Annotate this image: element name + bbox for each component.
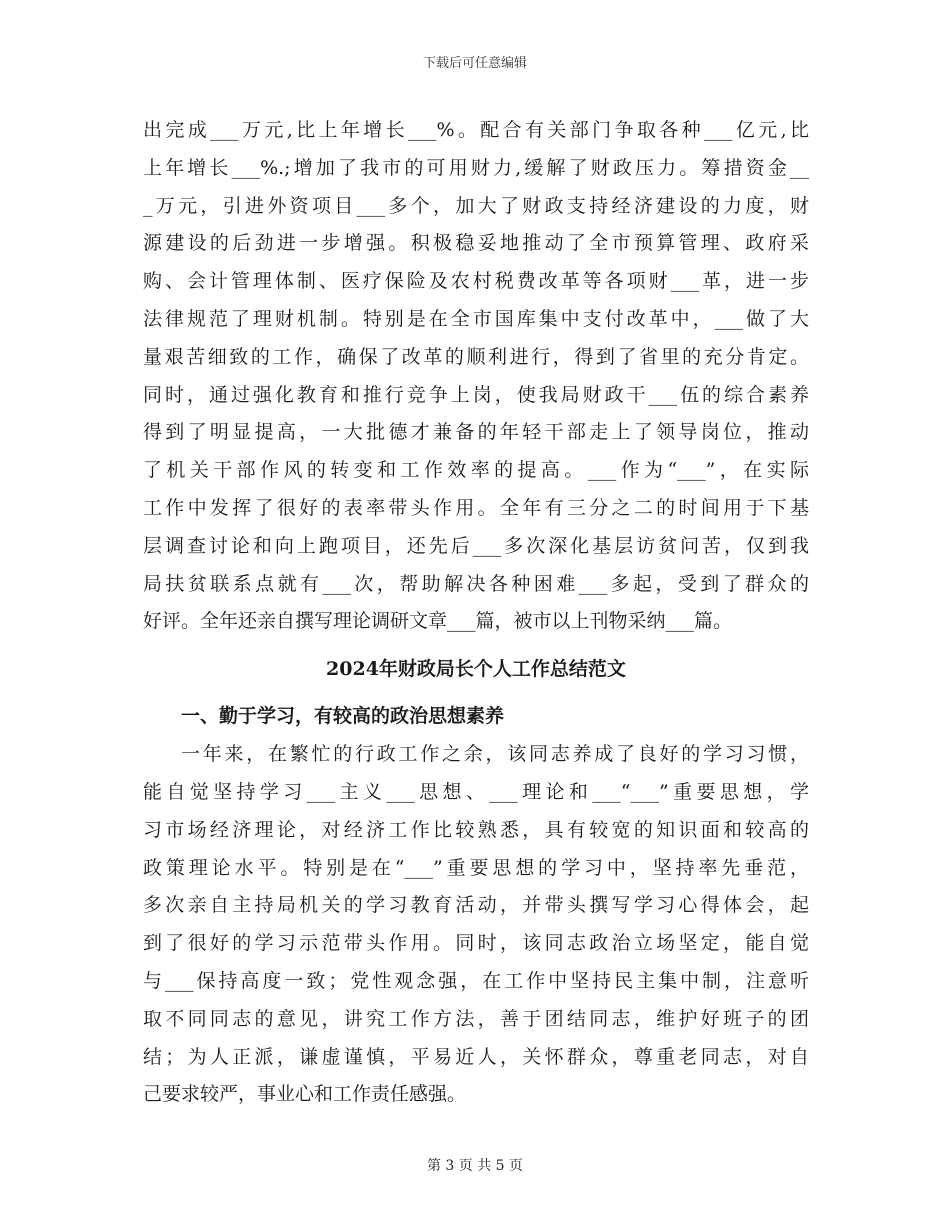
text-line: 政策理论水平。特别是在“___”重要思想的学习中，坚持率先垂范，: [143, 856, 809, 879]
paragraph-study: [143, 736, 809, 1114]
paragraph-continued: [143, 112, 809, 641]
page-header: 下载后可任意编辑: [422, 56, 527, 71]
text-line: 量艰苦细致的工作，确保了改革的顺利进行，得到了省里的充分肯定。: [143, 345, 809, 368]
text-line: 了机关干部作风的转变和工作效率的提高。___作为“___”，在实际: [143, 459, 809, 482]
section-heading: 一、勤于学习，有较高的政治思想素养: [181, 705, 505, 728]
text-line: 得到了明显提高，一大批德才兼备的年轻干部走上了领导岗位，推动: [143, 421, 809, 444]
text-line: 层调查讨论和向上跑项目，还先后___多次深化基层访贫问苦，仅到我: [143, 534, 809, 557]
text-line: 一年来，在繁忙的行政工作之余，该同志养成了良好的学习习惯，: [181, 743, 809, 766]
document-title: 2024年财政局长个人工作总结范文: [326, 658, 626, 681]
text-line: 同时，通过强化教育和推行竞争上岗，使我局财政干___伍的综合素养: [143, 383, 809, 406]
text-line: 源建设的后劲进一步增强。积极稳妥地推动了全市预算管理、政府采: [143, 232, 809, 255]
text-line: 到了很好的学习示范带头作用。同时，该同志政治立场坚定，能自觉: [143, 932, 809, 955]
text-line: 法律规范了理财机制。特别是在全市国库集中支付改革中，___做了大: [143, 307, 809, 330]
text-line: 多次亲自主持局机关的学习教育活动，并带头撰写学习心得体会，起: [143, 894, 809, 917]
text-line: _万元，引进外资项目___多个，加大了财政支持经济建设的力度，财: [143, 194, 809, 217]
text-line: 好评。全年还亲自撰写理论调研文章___篇，被市以上刊物采纳___篇。: [143, 610, 733, 633]
text-line: 己要求较严，事业心和工作责任感强。: [143, 1083, 467, 1106]
text-line: 能自觉坚持学习___主义___思想、___理论和___“___”重要思想，学: [143, 780, 809, 803]
text-line: 取不同同志的意见，讲究工作方法，善于团结同志，维护好班子的团: [143, 1007, 809, 1030]
text-line: 局扶贫联系点就有___次，帮助解决各种困难___多起，受到了群众的: [143, 572, 809, 595]
text-line: 结；为人正派，谦虚谨慎，平易近人，关怀群众，尊重老同志，对自: [143, 1045, 809, 1068]
text-line: 出完成___万元,比上年增长___%。配合有关部门争取各种___亿元,比: [143, 119, 809, 141]
text-line: 工作中发挥了很好的表率带头作用。全年有三分之二的时间用于下基: [143, 496, 809, 519]
text-line: 习市场经济理论，对经济工作比较熟悉，具有较宽的知识面和较高的: [143, 818, 809, 841]
page-footer: 第 3 页 共 5 页: [426, 1158, 524, 1174]
document-body: [143, 112, 809, 1114]
text-line: 购、会计管理体制、医疗保险及农村税费改革等各项财___革，进一步: [143, 270, 809, 293]
text-line: 与___保持高度一致；党性观念强，在工作中坚持民主集中制，注意听: [143, 969, 809, 992]
text-line: 上年增长___%.;增加了我市的可用财力,缓解了财政压力。筹措资金__: [143, 156, 809, 179]
